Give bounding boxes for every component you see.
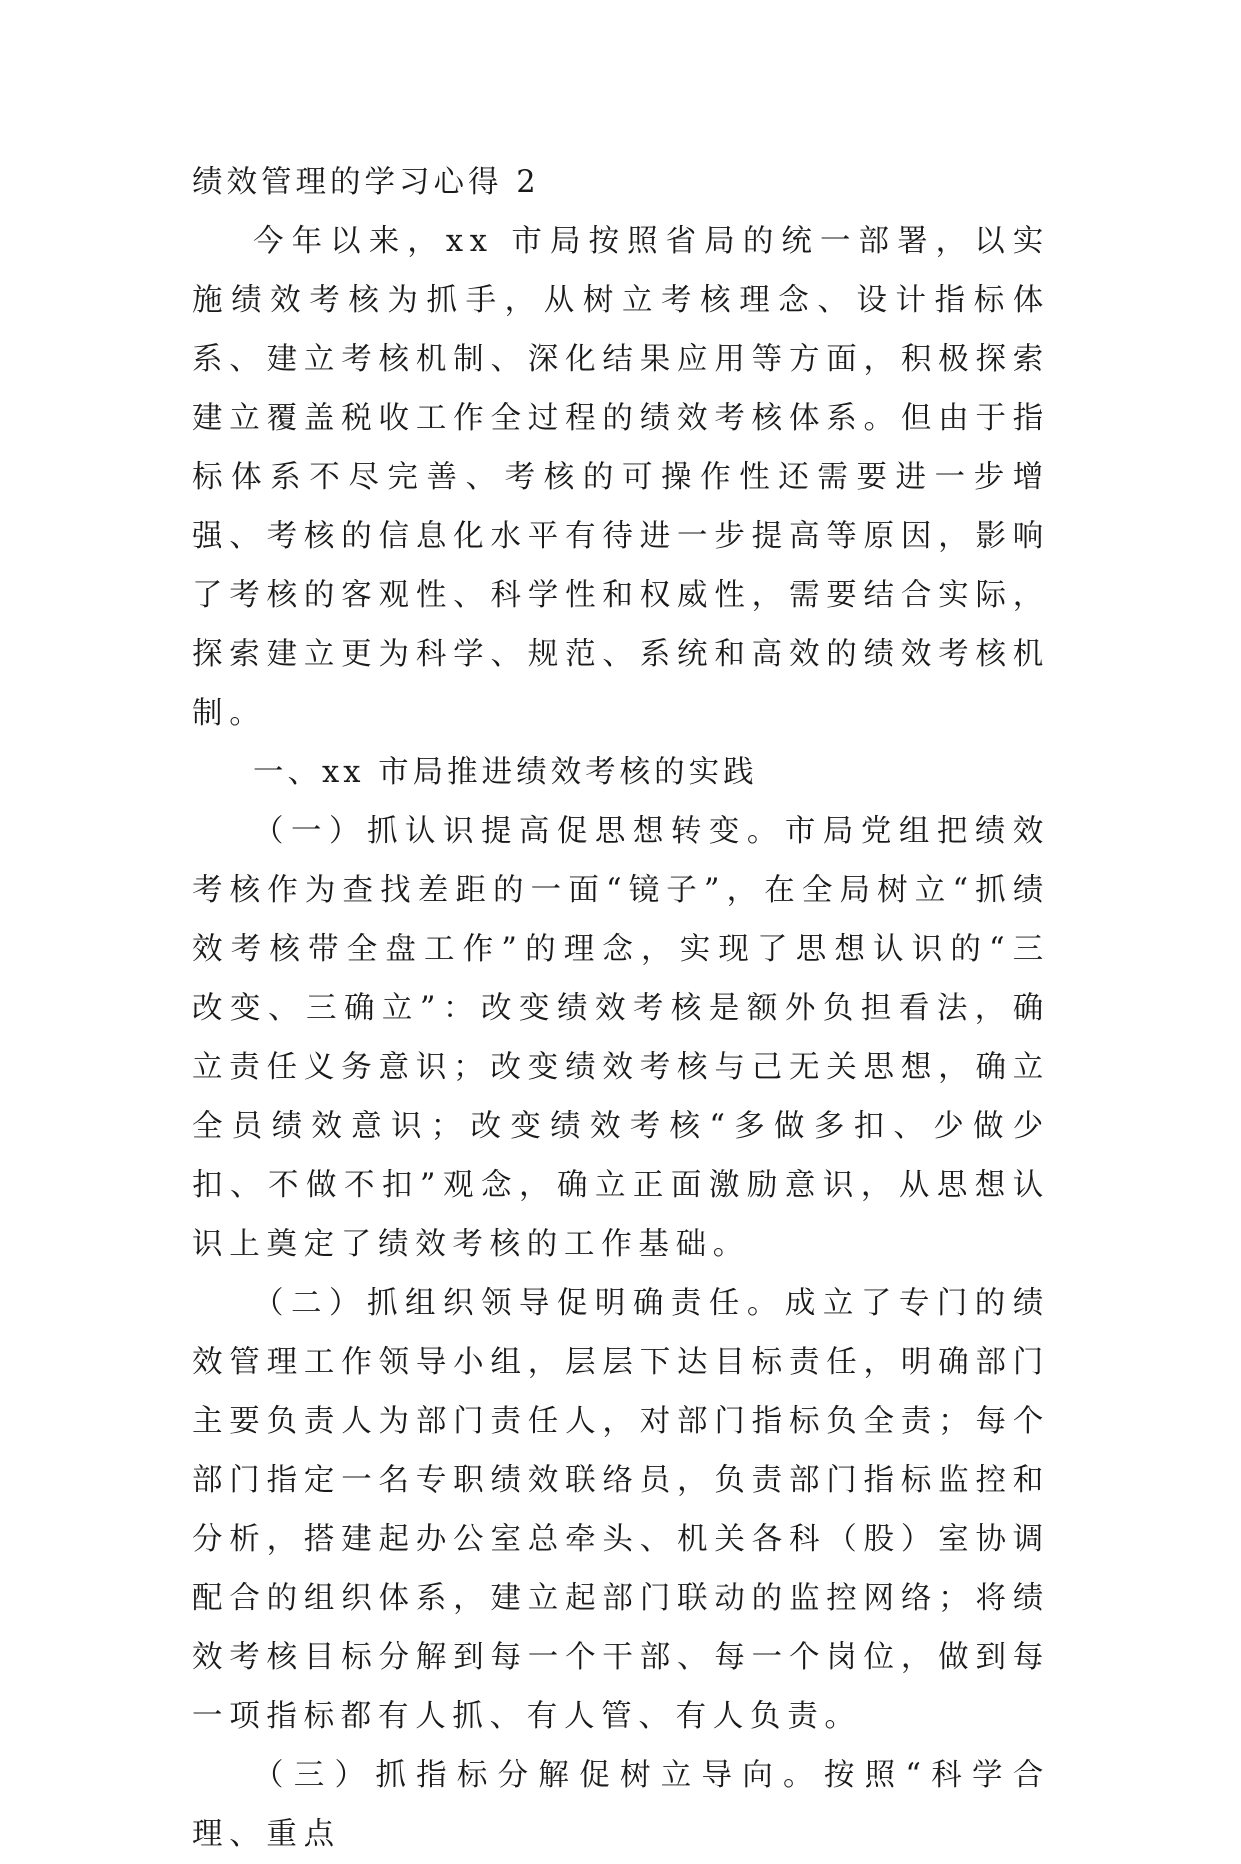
paragraph-intro: 今年以来，xx 市局按照省局的统一部署，以实施绩效考核为抓手，从树立考核理念、设计指标体系、建立考核机制、深化结果应用等方面，积极探索建立覆盖税收工作全过程的绩效考核体系。但由于指标体系不尽完善、考核的可操作性还需要进一步增强、考核的信息化水平有待进一步提高等原因，影响了考核的客观性、科学性和权威性，需要结合实际，探索建立更为科学、规范、系统和高效的绩效考核机制。 [192,224,1050,731]
document-body [192,153,1050,1864]
paragraph-item-1: （一）抓认识提高促思想转变。市局党组把绩效考核作为查找差距的一面“镜子”，在全局树立“抓绩效考核带全盘工作”的理念，实现了思想认识的“三改变、三确立”：改变绩效考核是额外负担看法，确立责任义务意识；改变绩效考核与己无关思想，确立全员绩效意识；改变绩效考核“多做多扣、少做少扣、不做不扣”观念，确立正面激励意识，从思想认识上奠定了绩效考核的工作基础。 [192,814,1050,1262]
paragraph-item-2: （二）抓组织领导促明确责任。成立了专门的绩效管理工作领导小组，层层下达目标责任，明确部门主要负责人为部门责任人，对部门指标负全责；每个部门指定一名专职绩效联络员，负责部门指标监控和分析，搭建起办公室总牵头、机关各科（股）室协调配合的组织体系，建立起部门联动的监控网络；将绩效考核目标分解到每一个干部、每一个岗位，做到每一项指标都有人抓、有人管、有人负责。 [192,1286,1050,1734]
section-heading-1: 一、xx 市局推进绩效考核的实践 [253,755,758,790]
document-title: 绩效管理的学习心得 2 [192,165,540,200]
paragraph-item-3: （三）抓指标分解促树立导向。按照“科学合理、重点 [192,1758,1050,1852]
